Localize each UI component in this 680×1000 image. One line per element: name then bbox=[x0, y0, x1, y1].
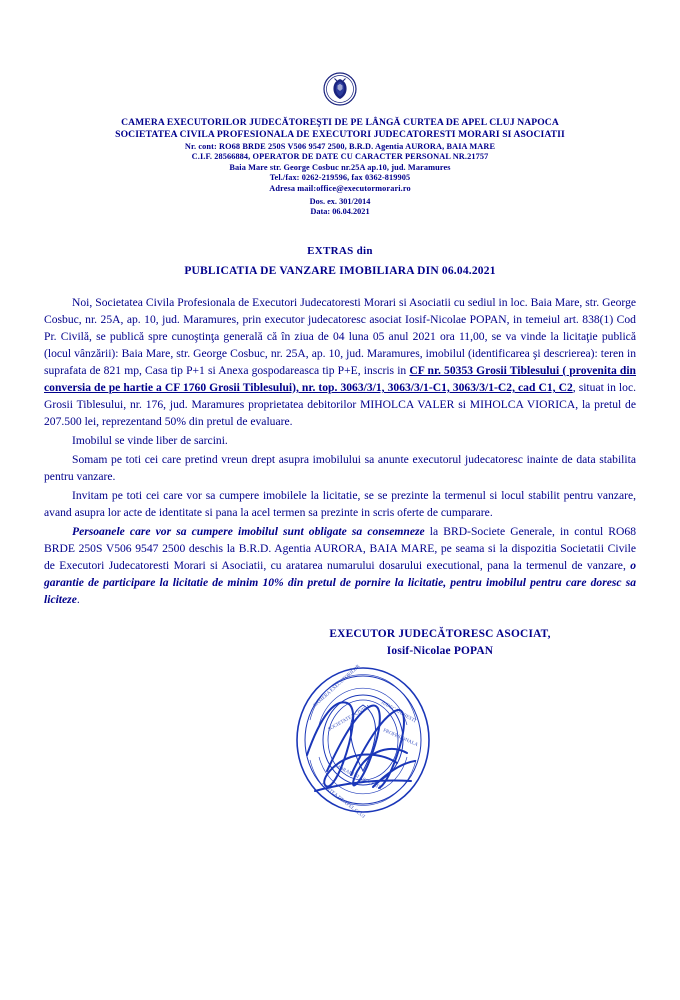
svg-text:MORARI SI ASOCIATII: MORARI SI ASOCIATII bbox=[334, 764, 383, 792]
title-main: EXTRAS din bbox=[307, 245, 373, 258]
case-number: Dos. ex. 301/2014 bbox=[309, 196, 371, 206]
signature-title: EXECUTOR JUDECĂTORESC ASOCIAT, bbox=[329, 628, 551, 641]
letterhead bbox=[0, 117, 680, 195]
case-reference bbox=[0, 197, 680, 219]
case-date: Data: 06.04.2021 bbox=[310, 207, 370, 217]
paragraph-invitation: Invitam pe toti cei care vor sa cumpere imobilele la licitatie, se se prezinte la termenul si locul stabilit pentru vanzare, avand asupra lor acte de identitate si pana la acel termen sa prezinte in scris oferte de cumparare. bbox=[44, 489, 636, 520]
svg-text:JUDECATORESTI: JUDECATORESTI bbox=[380, 700, 417, 725]
letterhead-line-2: SOCIETATEA CIVILA PROFESIONALA DE EXECUTORI JUDECATORESTI MORARI SI ASOCIATII bbox=[115, 129, 565, 141]
title-subtitle: PUBLICATIA DE VANZARE IMOBILIARA DIN 06.04.2021 bbox=[184, 265, 496, 278]
stamp-and-signature bbox=[255, 645, 485, 845]
letterhead-cif: C.I.F. 28566884, OPERATOR DE DATE CU CARACTER PERSONAL NR.21757 bbox=[191, 152, 489, 162]
document-body bbox=[44, 294, 636, 609]
paragraph-notice-claims: Somam pe toti cei care pretind vreun drept asupra imobilului sa anunte executorul judecatoresc inainte de data stabilita pentru vanzare. bbox=[44, 453, 636, 484]
svg-text:CURTEA DE APEL CLUJ: CURTEA DE APEL CLUJ bbox=[319, 782, 366, 820]
paragraph-free-of-charges: Imobilul se vinde liber de sarcini. bbox=[72, 434, 228, 447]
letterhead-address: Baia Mare str. George Cosbuc nr.25A ap.10, jud. Maramures bbox=[229, 162, 451, 172]
paragraph-main: Noi, Societatea Civila Profesionala de Executori Judecatoresti Morari si Asociatii cu sediul in loc. Baia Mare, str. George Cosbuc, nr. 25A, ap. 10, jud. Maramures, prin executor judecatoresc asociat Iosif-Nicolae POPAN, in temeiul art. 838(1) Cod Pr. Civilă, se publică spre cunoştinţa generală că în ziua de 04 luna 05 anul 2021 ora 11,00, se va vinde la licitaţie publică (locul vânzării): Baia Mare, str. George Cosbuc, nr. 25A, ap. 10, jud. Maramures, imobilul (identificarea şi descrierea): teren in suprafata de 821 mp, Casa tip P+1 si Anexa gospodareasca tip P+E, inscris in CF nr. 50353 Grosii Tiblesului ( provenita din conversia de pe hartie a CF 1760 Grosii Tiblesului), nr. top. 3063/3/1, 3063/3/1-C1, 3063/3/1-C2, cad C1, C2, situat in loc. Grosii Tiblesului, nr. 176, jud. Maramures proprietatea debitorilor MIHOLCA VALER si MIHOLCA VIORICA, la pretul de 207.500 lei, reprezentand 50% din pretul de evaluare. bbox=[44, 295, 637, 428]
letterhead-email: Adresa mail:office@executormorari.ro bbox=[269, 183, 411, 193]
letterhead-bank-account: Nr. cont: RO68 BRDE 250S V506 9547 2500, B.R.D. Agentia AURORA, BAIA MARE bbox=[184, 141, 496, 151]
letterhead-line-1: CAMERA EXECUTORILOR JUDECĂTOREŞTI DE PE LÂNGĂ CURTEA DE APEL CLUJ NAPOCA bbox=[121, 117, 559, 128]
svg-text:PROFESIONALA: PROFESIONALA bbox=[382, 728, 419, 749]
svg-text:SOCIETATEA CIVILA: SOCIETATEA CIVILA bbox=[327, 704, 372, 733]
emblem-container bbox=[0, 0, 680, 111]
signature-name: Iosif-Nicolae POPAN bbox=[386, 644, 494, 657]
paragraph-deposit: Persoanele care vor sa cumpere imobilul sunt obligate sa consemneze la BRD-Societe Generale, in contul RO68 BRDE 250S V506 9547 2500 deschis la B.R.D. Agentia AURORA, BAIA MARE, pe seama si la dispozitia Societatii Civile de Executori Judecatoresti Morari si Asociatii, cu aratarea numarului dosarului executional, pana la termenul de vanzare, o garantie de participare la licitatie de minim 10% din pretul de pornire la licitatie, pentru imobilul pentru care doresc sa liciteze. bbox=[44, 525, 636, 607]
document-title bbox=[0, 244, 680, 280]
letterhead-phone: Tel./fax: 0262-219596, fax 0362-819905 bbox=[269, 173, 411, 183]
svg-text:CAMERA EXECUTORILOR: CAMERA EXECUTORILOR bbox=[312, 664, 362, 709]
romanian-coat-of-arms-icon bbox=[323, 72, 357, 106]
